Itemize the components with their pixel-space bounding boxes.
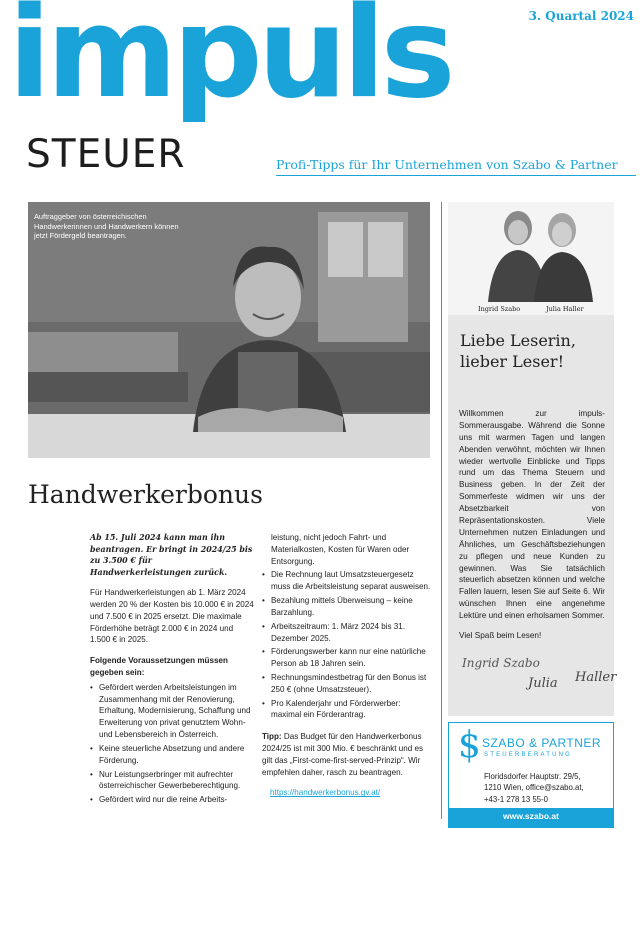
greeting-heading: Liebe Leserin, lieber Leser!: [460, 331, 576, 372]
list-item: • Nur Leistungserbringer mit aufrechter österreichischer Gewerbeberechtigung.: [90, 769, 254, 793]
list-item: • Bezahlung mittels Überweisung – keine Barzahlung.: [262, 595, 432, 619]
author-name-1: Ingrid Szabo: [478, 305, 521, 313]
authors-illustration: [448, 202, 614, 315]
list-item: • Keine steuerliche Absetzung und andere Förderung.: [90, 743, 254, 767]
column-divider: [441, 202, 442, 819]
letter-closing: Viel Spaß beim Lesen!: [459, 631, 542, 641]
tip-label: Tipp:: [262, 732, 282, 742]
website-link[interactable]: www.szabo.at: [503, 811, 559, 821]
photo-caption: Auftraggeber von österreichischen Handwerkerinnen und Handwerkern können jetzt Fördergeld beantragen.: [34, 212, 179, 241]
tip-paragraph: [262, 731, 432, 778]
address-line-2[interactable]: 1210 Wien, office@szabo.at,: [484, 783, 584, 793]
list-item: • Gefördert wird nur die reine Arbeits-: [90, 794, 254, 806]
phone-number[interactable]: +43-1 278 13 55-0: [484, 794, 548, 804]
article-column-1: [90, 532, 254, 808]
tagline: Profi-Tipps für Ihr Unternehmen von Szabo & Partner: [276, 157, 618, 172]
list-item: • Rechnungsmindestbetrag für den Bonus ist 250 € (ohne Umsatzsteuer).: [262, 672, 432, 696]
list-item: • Arbeitszeitraum: 1. März 2024 bis 31. Dezember 2025.: [262, 621, 432, 645]
signature-haller: Haller: [575, 670, 617, 685]
letter-text: Willkommen zur impuls-Sommerausgabe. Während die Sonne uns mit warmen Tagen und langen Abenden verwöhnt, möchten wir Ihnen wieder wertvolle Einblicke und Tipps rund um das Thema Steuern und Business geben. In der Zeit der Sommerfeste widmen wir uns der Absetzbarkeit von Repräsentationskosten. Viele Unternehmen nutzen Einladungen und Ähnliches, um Geschäftsbeziehungen zu pflegen und neue Kunden zu gewinnen. Was Sie tatsächlich steuerlich absetzen können und welche Fallen lauern, lesen Sie auf Seite 6. Wir wünschen Ihnen eine angenehme Lektüre und einen erholsamen Sommer.: [459, 409, 605, 621]
impuls-logo: impuls: [8, 0, 451, 126]
tip-text: Das Budget für den Handwerkerbonus 2024/25 ist mit 300 Mio. € beschränkt und es gilt das „First-come-first-served-Prinzip“. Wir empfehlen daher, rasch zu beantragen.: [262, 732, 424, 777]
address-line-1: Floridsdorfer Hauptstr. 29/5,: [484, 772, 581, 781]
header-divider: [276, 175, 636, 176]
issue-label: 3. Quartal 2024: [528, 9, 634, 23]
editorial-letter: [459, 408, 605, 650]
dollar-icon: $: [458, 725, 481, 766]
article-column-2: [262, 532, 432, 808]
article-lead: Ab 15. Juli 2024 kann man ihn beantragen. Er bringt in 2024/25 bis zu 3.500 € für Handwerkerleistungen zurück.: [90, 533, 253, 577]
article-headline: Handwerkerbonus: [28, 480, 263, 509]
conditions-list-continued: [262, 569, 432, 721]
steuer-logo: STEUER: [26, 132, 186, 177]
conditions-heading: Folgende Voraussetzungen müssen gegeben sein:: [90, 656, 228, 677]
company-address: [484, 771, 612, 805]
company-subtitle: STEUERBERATUNG: [484, 752, 573, 758]
signature-julia: Julia: [528, 676, 558, 691]
list-item: • Förderungswerber kann nur eine natürliche Person ab 18 Jahren sein.: [262, 646, 432, 670]
list-item: • Pro Kalenderjahr und Förderwerber: maximal ein Förderantrag.: [262, 698, 432, 722]
list-item-continuation: leistung, nicht jedoch Fahrt- und Materialkosten, Kosten für Waren oder Entsorgung.: [271, 533, 410, 566]
signature-ingrid: Ingrid Szabo: [462, 656, 540, 670]
list-item: • Die Rechnung laut Umsatzsteuergesetz muss die Arbeitsleistung separat ausweisen.: [262, 569, 432, 593]
photo-credit: [0, 878, 426, 949]
handwerkerbonus-link[interactable]: https://handwerkerbonus.gv.at/: [270, 788, 381, 798]
list-item: • Gefördert werden Arbeitsleistungen im Zusammenhang mit der Renovierung, Erhaltung, Modernisierung, Schaffung und Erweiterung von privat genutztem Wohn- und Lebensbereich in Österreich.: [90, 682, 254, 741]
author-name-2: Julia Haller: [546, 305, 584, 313]
company-name: SZABO & PARTNER: [482, 736, 602, 750]
article-paragraph: Für Handwerkerleistungen ab 1. März 2024 werden 20 % der Kosten bis 10.000 € in 2024 und 7.500 € in 2025 ersetzt. Die maximale Förderhöhe beträgt 2.000 € in 2024 und 1.500 € in 2025.: [90, 588, 254, 645]
authors-photo: [448, 202, 614, 315]
conditions-list: [90, 682, 254, 806]
